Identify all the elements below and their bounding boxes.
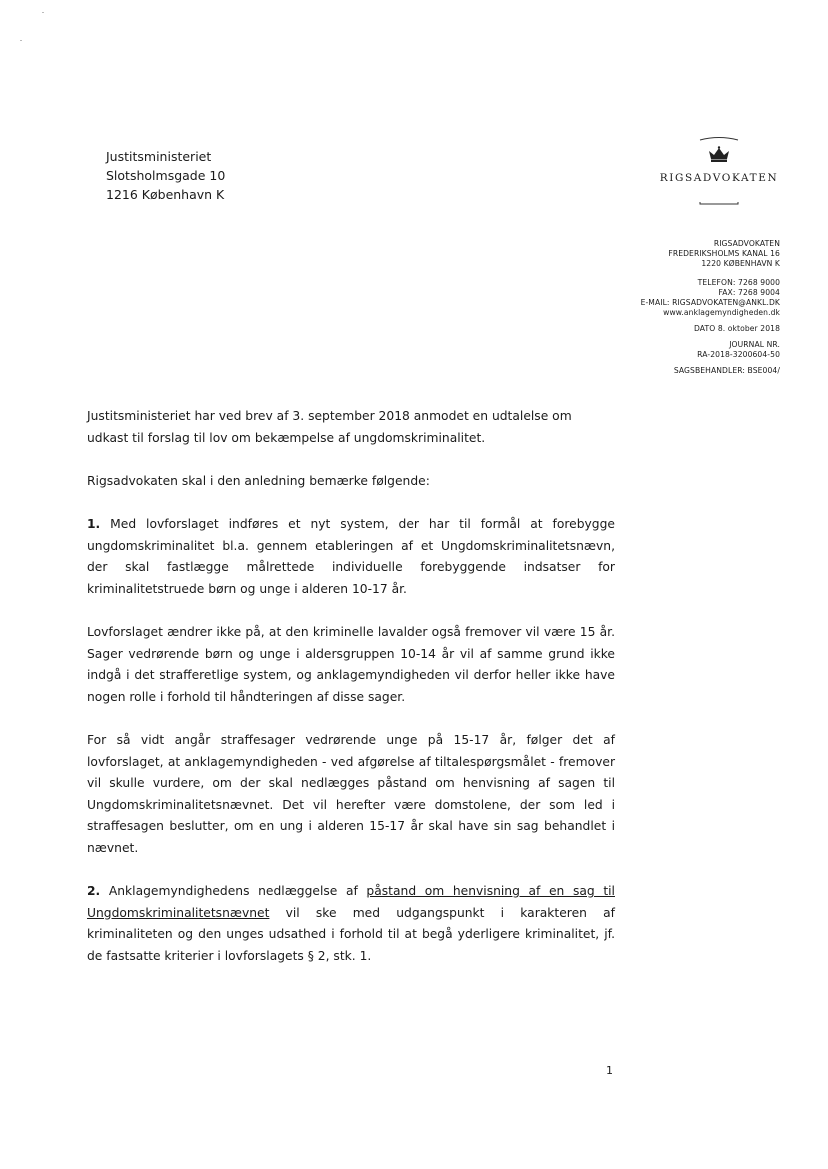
section-number: 2. — [87, 884, 101, 899]
recipient-line: Slotsholmsgade 10 — [106, 168, 226, 183]
logo-title: RIGSADVOKATEN — [659, 172, 779, 184]
sender-city: 1220 KØBENHAVN K — [701, 259, 780, 268]
paragraph-text: Med lovforslaget indføres et nyt system, der har til formål at forebygge ungdomskriminalitet bl.a. gennem etableringen af et Ungdomskriminalitetsnævn, der skal fastlægge målrettede individuelle forebyggende indsatser for kriminalitetstruede børn og unge i alderen 10-17 år. — [87, 516, 615, 596]
paragraph-text: vil ske med udgangspunkt i karakteren af kriminaliteten og den unges udsathed i forhold til at begå yderligere kriminalitet, jf. de fastsatte kriterier i lovforslagets § 2, stk. 1. — [87, 905, 615, 963]
paragraph-intro: Justitsministeriet har ved brev af 3. september 2018 anmodet en udtalelse om udkast til forslag til lov om bekæmpelse af ungdomskriminalitet. — [87, 409, 572, 445]
crown-icon — [709, 146, 729, 162]
paragraph-text: Anklagemyndighedens nedlæggelse af — [108, 884, 367, 899]
caseworker: SAGSBEHANDLER: BSE004/ — [673, 366, 780, 375]
recipient-address — [106, 147, 225, 204]
letter-body — [87, 406, 615, 989]
section-number: 1. — [87, 516, 101, 531]
page-number: 1 — [606, 1064, 613, 1077]
paragraph-age: Lovforslaget ændrer ikke på, at den kriminelle lavalder også fremover vil være 15 år. Sager vedrørende børn og unge i aldersgruppen 10-14 år vil af samme grund ikke indgå i det strafferetlige system, og anklagemyndigheden vil derfor heller ikke have nogen rolle i forhold til håndteringen af disse sager. — [87, 624, 615, 704]
sender-street: FREDERIKSHOLMS KANAL 16 — [668, 249, 780, 258]
paragraph-2 — [87, 881, 615, 967]
journal-number: RA-2018-3200604-50 — [697, 350, 780, 359]
underlined-phrase: påstand om henvisning af en sag til Ungdomskriminalitetsnævnet — [87, 884, 615, 920]
sender-web: www.anklagemyndigheden.dk — [663, 308, 780, 317]
sender-name: RIGSADVOKATEN — [713, 239, 780, 248]
paragraph-court: For så vidt angår straffesager vedrørende unge på 15-17 år, følger det af lovforslaget, at anklagemyndigheden - ved afgørelse af tiltalespørgsmålet - fremover vil skulle vurdere, om der skal nedlægges påstand om henvisning af sagen til Ungdomskriminalitetsnævnet. Det vil herefter være domstolene, der som led i straffesagen beslutter, om en ung i alderen 15-17 år skal have sin sag behandlet i nævnet. — [87, 732, 615, 855]
recipient-line: 1216 København K — [106, 187, 225, 202]
journal-label: JOURNAL NR. — [729, 340, 780, 349]
letter-date: DATO 8. oktober 2018 — [693, 324, 780, 333]
scan-speck — [42, 12, 44, 13]
sender-email: E-MAIL: RIGSADVOKATEN@ANKL.DK — [640, 298, 780, 307]
sender-info — [540, 239, 780, 376]
rigsadvokaten-logo — [656, 134, 782, 209]
sender-phone: TELEFON: 7268 9000 — [697, 278, 780, 287]
paragraph-lead: Rigsadvokaten skal i den anledning bemærke følgende: — [87, 473, 430, 488]
paragraph-1 — [87, 514, 615, 600]
scan-speck — [20, 40, 22, 41]
recipient-line: Justitsministeriet — [106, 149, 212, 164]
sender-fax: FAX: 7268 9004 — [718, 288, 780, 297]
